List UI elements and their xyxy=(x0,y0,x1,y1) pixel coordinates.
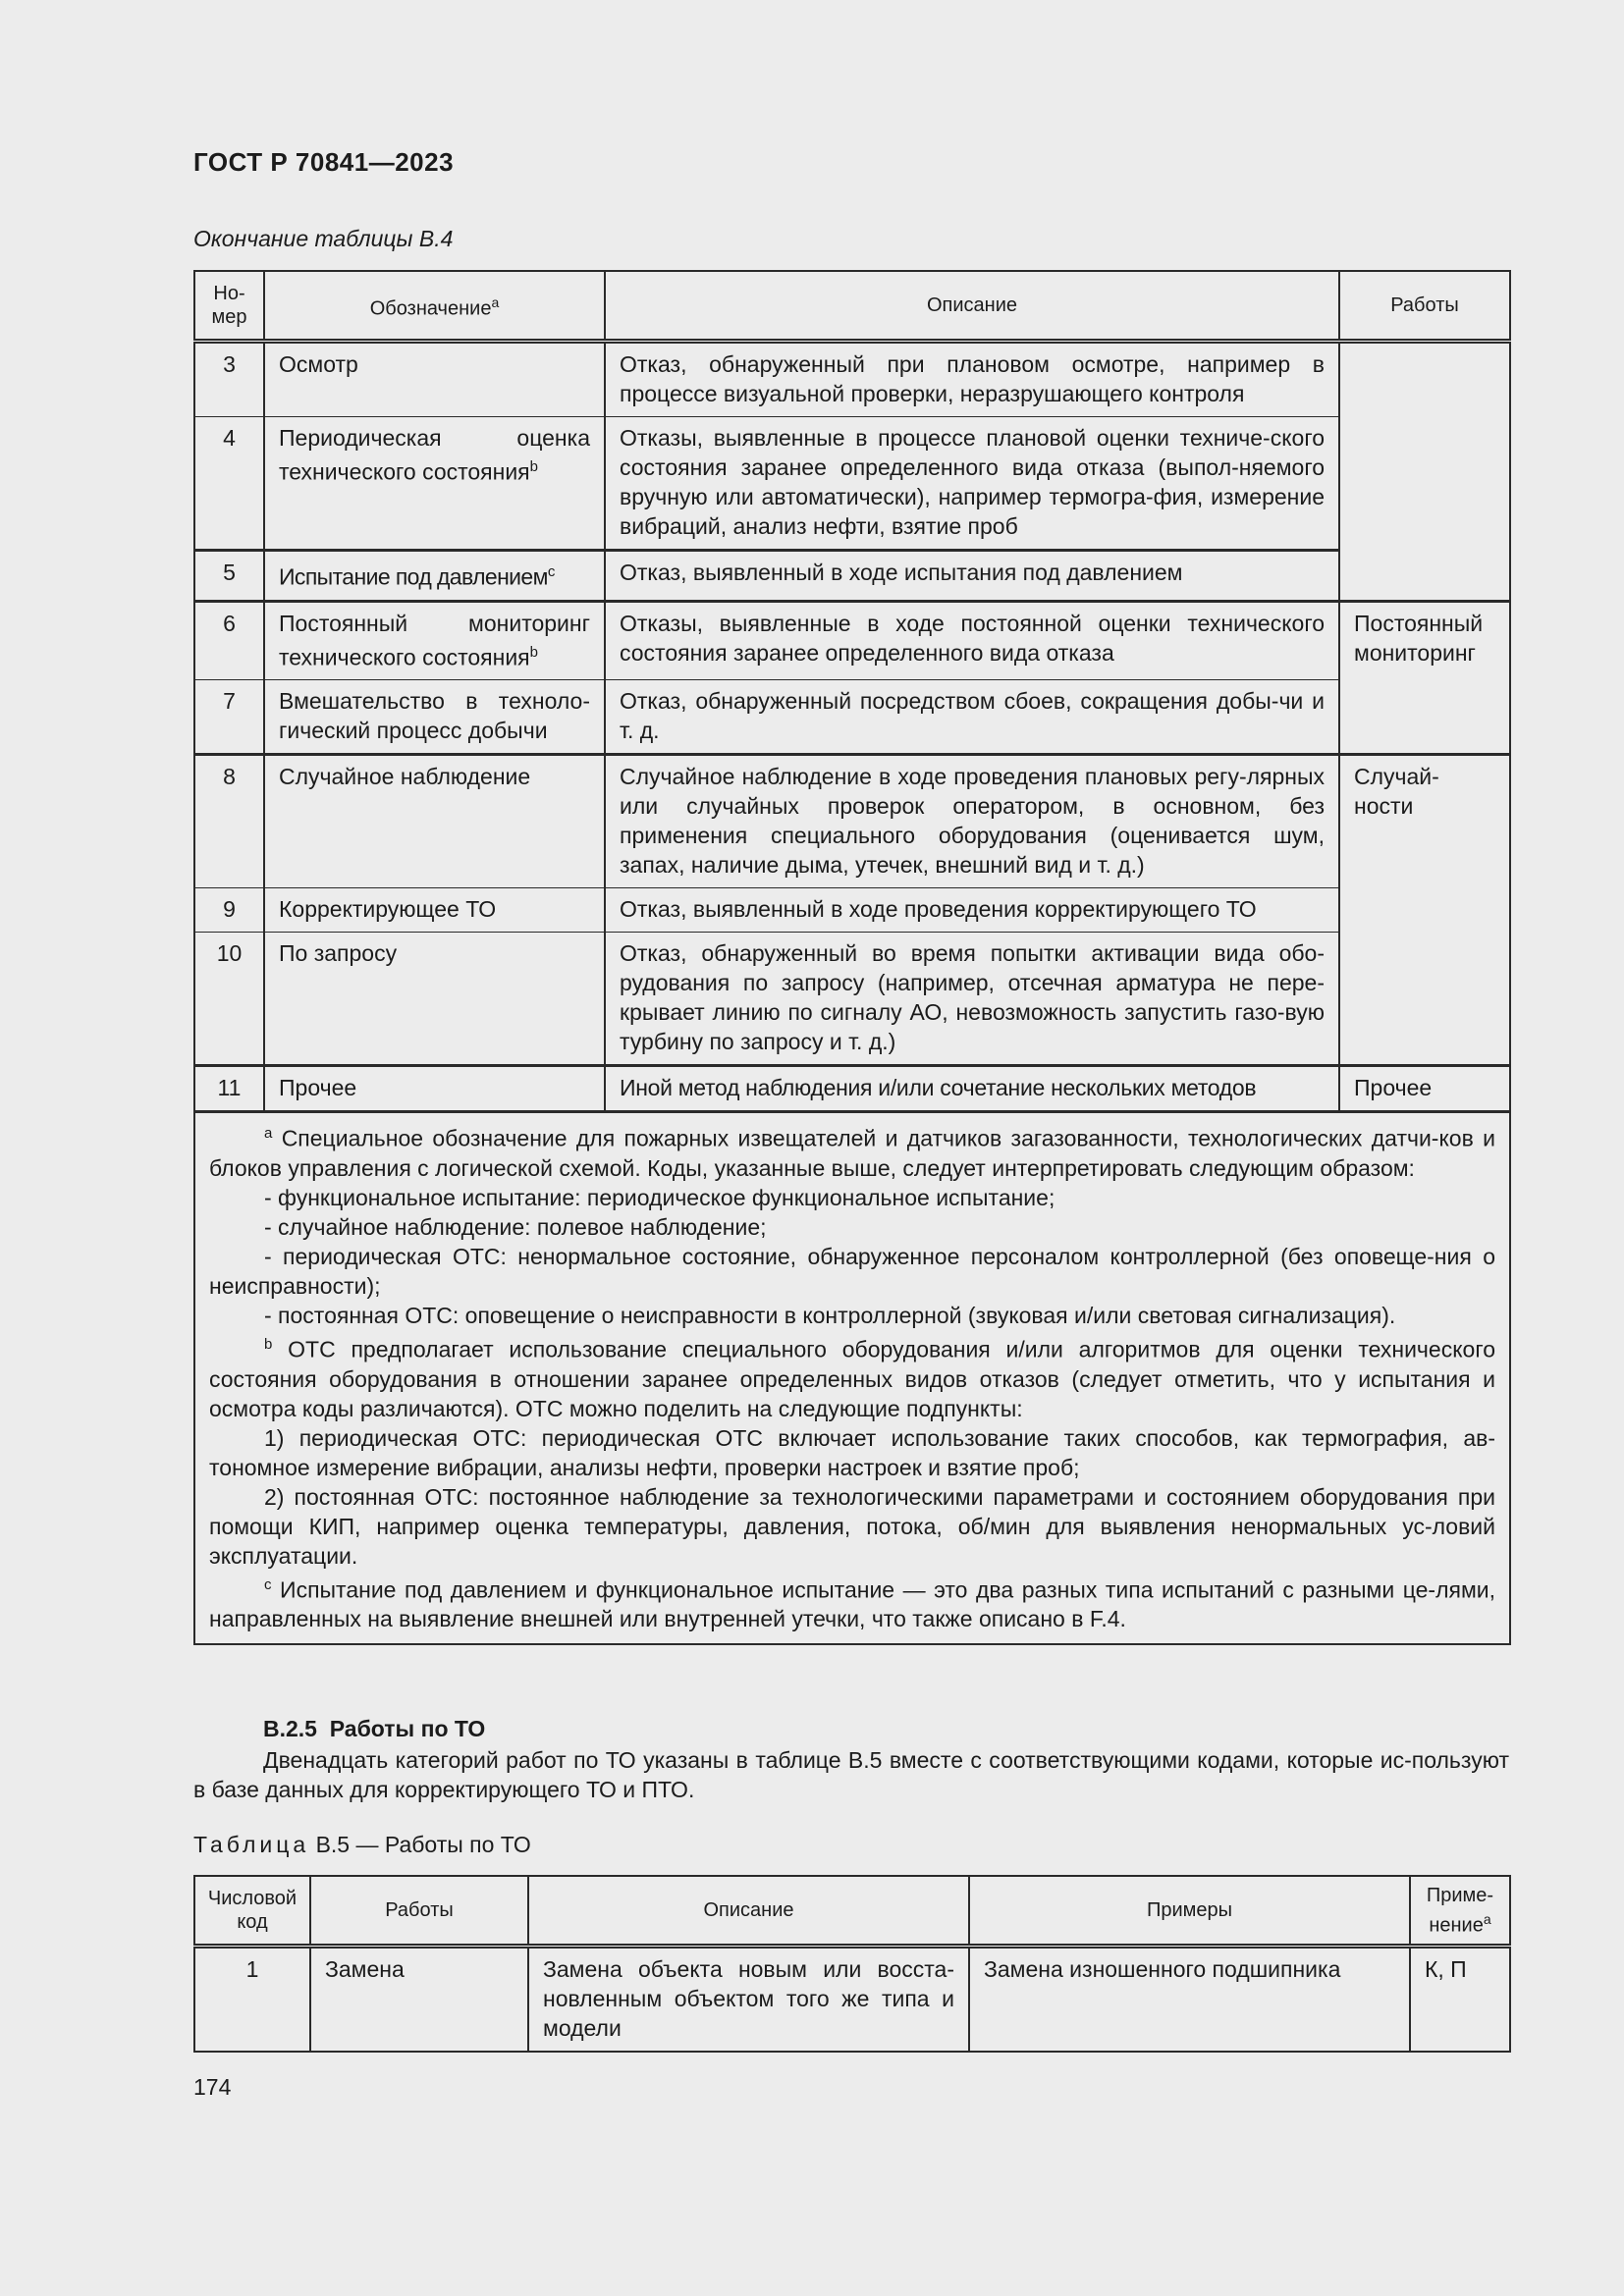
row-designation: Испытание под давлением$^c$ xyxy=(264,551,605,602)
table-b5 xyxy=(193,1875,1511,2053)
footnote-c: $^c$ Испытание под давлением и функциональное испытание — это два разных типа испытаний с разными це-лями, направленных на выявление внешней или внутренней утечки, что также описано в F.4. xyxy=(209,1575,1495,1632)
row-number: 10 xyxy=(194,933,264,1066)
works-group-monitoring: Постоянный мониторинг xyxy=(1339,601,1510,755)
table-row xyxy=(194,680,1510,755)
header-examples: Примеры xyxy=(969,1876,1410,1947)
works-group-random: Случай-ности xyxy=(1339,755,1510,1066)
row-number: 11 xyxy=(194,1066,264,1112)
row-description: Отказы, выявленные в ходе постоянной оценки технического состояния заранее определенного вида отказа xyxy=(605,601,1339,680)
header-code: Числовой код xyxy=(194,1876,310,1947)
footnote-line: - постоянная ОТС: оповещение о неисправности в контроллерной (звуковая и/или световая сигнализация). xyxy=(264,1302,1396,1328)
row-number: 7 xyxy=(194,680,264,755)
table-row xyxy=(194,888,1510,933)
row-number: 8 xyxy=(194,755,264,888)
document-header: ГОСТ Р 70841—2023 xyxy=(193,147,455,177)
table-row xyxy=(194,601,1510,680)
header-designation: Обозначение$^a$ xyxy=(264,271,605,342)
row-number: 9 xyxy=(194,888,264,933)
row-designation: Случайное наблюдение xyxy=(264,755,605,888)
row-description: Отказы, выявленные в процессе плановой оценки техниче-ского состояния заранее определенного вида отказа (выпол-няемого вручную или автоматически), например термогра-фия, измерение вибраций, анализ нефти, взятие проб xyxy=(605,417,1339,551)
header-works: Работы xyxy=(310,1876,528,1947)
row-number: 5 xyxy=(194,551,264,602)
table-b5-caption: Таблица В.5 — Работы по ТО xyxy=(193,1832,531,1857)
section-paragraph: Двенадцать категорий работ по ТО указаны в таблице В.5 вместе с соответствующими кодами, которые ис-пользуют в базе данных для корректирующего ТО и ПТО. xyxy=(193,1747,1509,1802)
table-row xyxy=(194,1947,1510,2053)
row-designation: Вмешательство в техноло-гический процесс добычи xyxy=(264,680,605,755)
footnote-line: - случайное наблюдение: полевое наблюдение; xyxy=(264,1213,767,1240)
header-application: Приме- нение$^a$ xyxy=(1410,1876,1510,1947)
row-description: Отказ, обнаруженный во время попытки активации вида обо-рудования по запросу (например, отсечная арматура не пере-крывает линию по сигналу АО, невозможность запустить газо-вую турбину по запросу и т. д.) xyxy=(605,933,1339,1066)
header-description: Описание xyxy=(605,271,1339,342)
row-designation: Постоянный мониторинг технического состояния$^b$ xyxy=(264,601,605,680)
works-group-other: Прочее xyxy=(1339,1066,1510,1112)
footnote-b: $^b$ ОТС предполагает использование специального оборудования и/или алгоритмов для оценки технического состояния оборудования в отношении заранее определенных видов отказов (следует отметить, что у испытания и осмотра коды различаются). ОТС можно поделить на следующие подпункты: xyxy=(209,1335,1495,1421)
header-num: Но- мер xyxy=(194,271,264,342)
page-number: 174 xyxy=(193,2074,232,2100)
footnote-line: 2) постоянная ОТС: постоянное наблюдение за технологическими параметрами и состоянием оборудования при помощи КИП, например оценка температуры, давления, потока, об/мин для выявления ненормальных ус-ловий эксплуатации. xyxy=(209,1483,1495,1569)
row-description: Отказ, обнаруженный посредством сбоев, сокращения добы-чи и т. д. xyxy=(605,680,1339,755)
row-description: Отказ, выявленный в ходе проведения корректирующего ТО xyxy=(605,888,1339,933)
table-b4-caption: Окончание таблицы В.4 xyxy=(193,226,454,251)
header-works: Работы xyxy=(1339,271,1510,342)
table-footnotes xyxy=(194,1112,1510,1644)
footnote-line: - функциональное испытание: периодическое функциональное испытание; xyxy=(264,1184,1056,1210)
table-row xyxy=(194,551,1510,602)
row-description: Отказ, обнаруженный при плановом осмотре, например в процессе визуальной проверки, неразрушающего контроля xyxy=(605,342,1339,417)
row-designation: По запросу xyxy=(264,933,605,1066)
row-number: 3 xyxy=(194,342,264,417)
header-description: Описание xyxy=(528,1876,969,1947)
row-description: Случайное наблюдение в ходе проведения плановых регу-лярных или случайных проверок оператором, в основном, без применения специального оборудования (оценивается шум, запах, наличие дыма, утечек, внешний вид и т. д.) xyxy=(605,755,1339,888)
table-row xyxy=(194,1066,1510,1112)
table-row xyxy=(194,417,1510,551)
table-row xyxy=(194,755,1510,888)
row-designation: Периодическая оценка технического состояния$^b$ xyxy=(264,417,605,551)
footnote-line: 1) периодическая ОТС: периодическая ОТС включает использование таких способов, как термография, ав-тономное измерение вибрации, анализы нефти, проверки настроек и взятие проб; xyxy=(209,1424,1495,1480)
footnote-a: $^a$ Специальное обозначение для пожарных извещателей и датчиков загазованности, технологических датчи-ков и блоков управления с логической схемой. Коды, указанные выше, следует интерпретировать следующим образом: xyxy=(209,1125,1495,1181)
row-designation: Прочее xyxy=(264,1066,605,1112)
row-designation: Осмотр xyxy=(264,342,605,417)
row-description: Иной метод наблюдения и/или сочетание нескольких методов xyxy=(605,1066,1339,1112)
row-application: К, П xyxy=(1410,1947,1510,2053)
works-group-0 xyxy=(1339,342,1510,602)
table-b4 xyxy=(193,270,1511,1645)
section-heading: В.2.5 Работы по ТО xyxy=(263,1716,486,1741)
table-row xyxy=(194,933,1510,1066)
row-example: Замена изношенного подшипника xyxy=(969,1947,1410,2053)
row-description: Замена объекта новым или восста-новленным объектом того же типа и модели xyxy=(528,1947,969,2053)
row-number: 6 xyxy=(194,601,264,680)
footnote-line: - периодическая ОТС: ненормальное состояние, обнаруженное персоналом контроллерной (без оповеще-ния о неисправности); xyxy=(209,1243,1495,1299)
row-number: 4 xyxy=(194,417,264,551)
row-description: Отказ, выявленный в ходе испытания под давлением xyxy=(605,551,1339,602)
row-code: 1 xyxy=(194,1947,310,2053)
row-work: Замена xyxy=(310,1947,528,2053)
table-row xyxy=(194,342,1510,417)
row-designation: Корректирующее ТО xyxy=(264,888,605,933)
